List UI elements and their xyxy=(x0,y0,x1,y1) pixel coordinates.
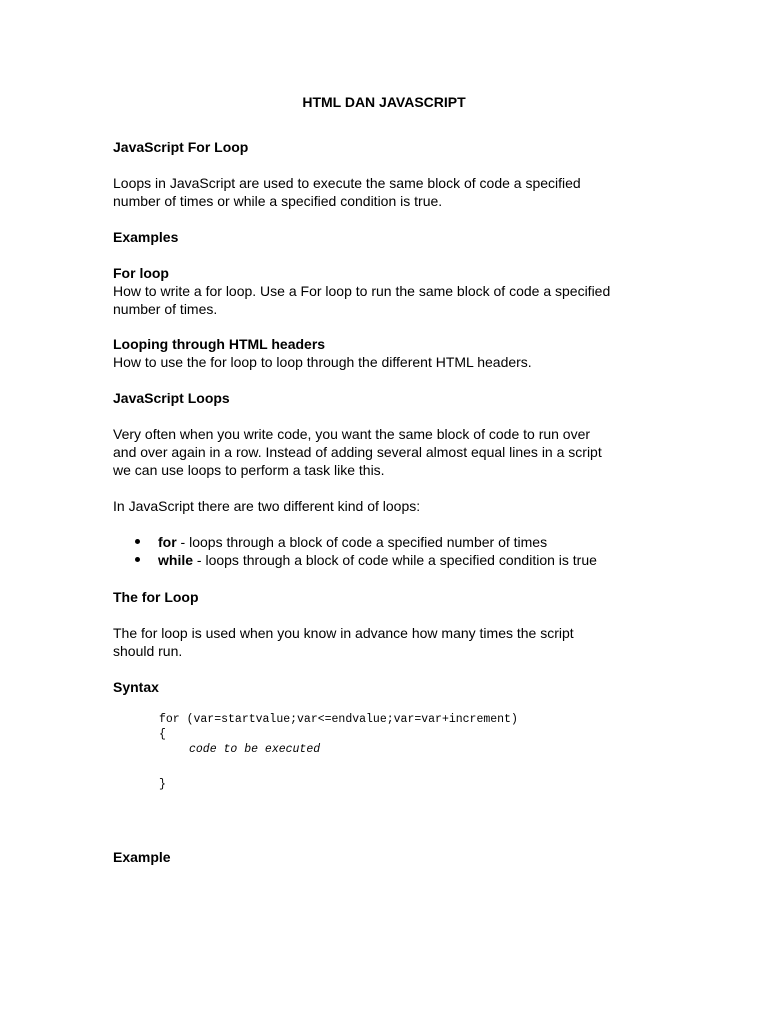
intro-text-line: Loops in JavaScript are used to execute the same block of code a specified xyxy=(113,175,581,191)
section-heading-the-for-loop: The for Loop xyxy=(113,589,199,605)
bullet-icon xyxy=(135,557,140,562)
list-item-term: for xyxy=(158,534,177,550)
syntax-heading: Syntax xyxy=(113,679,159,695)
section-heading-javascript-loops: JavaScript Loops xyxy=(113,390,230,406)
code-line: for (var=startvalue;var<=endvalue;var=var+increment) xyxy=(159,713,518,726)
for-loop-text-line: The for loop is used when you know in advance how many times the script xyxy=(113,625,574,641)
list-item xyxy=(158,533,547,551)
example-title-for-loop: For loop xyxy=(113,265,169,281)
loops-text-line: we can use loops to perform a task like this. xyxy=(113,462,385,478)
code-line: { xyxy=(159,728,166,741)
loop-kinds-text: In JavaScript there are two different kind of loops: xyxy=(113,498,421,514)
for-loop-text-line: should run. xyxy=(113,643,183,659)
section-heading-for-loop: JavaScript For Loop xyxy=(113,139,249,155)
list-item-text: - loops through a block of code a specified number of times xyxy=(176,534,548,550)
example-title-html-headers: Looping through HTML headers xyxy=(113,336,326,352)
example-description-line: How to write a for loop. Use a For loop to run the same block of code a specified xyxy=(113,283,611,299)
example-description-line: number of times. xyxy=(113,301,218,317)
example-description-line: How to use the for loop to loop through the different HTML headers. xyxy=(113,354,532,370)
example-heading: Example xyxy=(113,849,171,865)
code-line: code to be executed xyxy=(189,743,321,756)
code-line: } xyxy=(159,778,166,791)
list-item xyxy=(158,551,597,569)
intro-text-line: number of times or while a specified condition is true. xyxy=(113,193,443,209)
page-title: HTML DAN JAVASCRIPT xyxy=(302,94,466,110)
loops-text-line: Very often when you write code, you want the same block of code to run over xyxy=(113,426,591,442)
loops-text-line: and over again in a row. Instead of adding several almost equal lines in a script xyxy=(113,444,602,460)
list-item-text: - loops through a block of code while a specified condition is true xyxy=(193,552,597,568)
bullet-icon xyxy=(135,539,140,544)
examples-heading: Examples xyxy=(113,229,179,245)
list-item-term: while xyxy=(158,552,194,568)
